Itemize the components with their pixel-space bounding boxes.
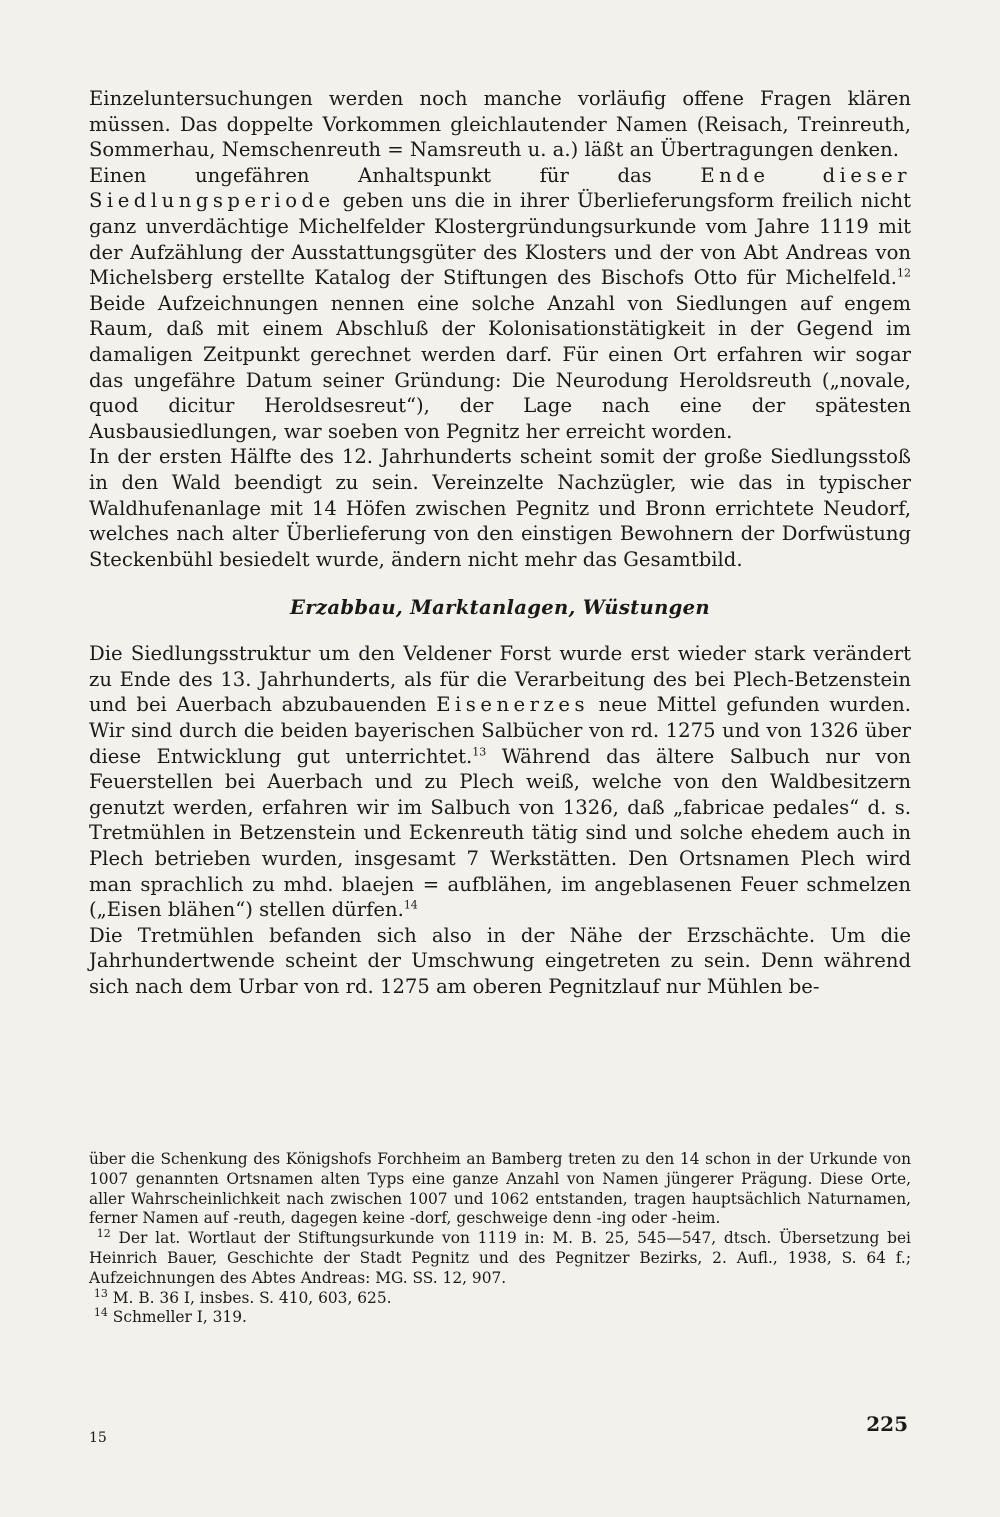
main-text [89, 86, 911, 1000]
footnote-ref-13: 13 [472, 745, 487, 759]
footnote-ref-14: 14 [403, 898, 418, 912]
footnote-12-number: 12 [96, 1227, 111, 1241]
paragraph-2-text-c: Beide Aufzeichnungen nennen eine solche Anzahl von Siedlungen auf engem Raum, daß mit einem Abschluß der Kolonisationstätigkeit in der Gegend im damaligen Zeitpunkt gerechnet werden darf. Für einen Ort erfahren wir sogar das ungefähre Datum seiner Gründung: Die Neurodung Heroldsreuth („novale, quod dicitur Heroldsesreut“), der Lage nach eine der spätesten Ausbausiedlungen, war soeben von Pegnitz her erreicht worden. [89, 291, 911, 443]
paragraph-4-text-b: neue Mittel gefunden wurden. Wir sind durch die beiden bayerischen Salbücher von rd. 1275 und von 1326 über diese Entwicklung gut unterrichtet. [89, 693, 911, 768]
footnote-13 [89, 1286, 911, 1309]
footnote-12-text: Der lat. Wortlaut der Stiftungsurkunde von 1119 in: M. B. 25, 545—547, dtsch. Übersetzung bei Heinrich Bauer, Geschichte der Stadt Pegnitz und des Pegnitzer Bezirks, 2. Aufl., 1938, S. 64 f.; Aufzeichnungen des Abtes Andreas: MG. SS. 12, 907. [89, 1229, 911, 1287]
paragraph-2-text-b: geben uns die in ihrer Überlieferungsform freilich nicht ganz unverdächtige Michelfelder Klostergründungsurkunde vom Jahre 1119 mit der Aufzählung der Ausstattungsgüter des Klosters und der von Abt Andreas von Michelsberg erstellte Katalog der Stiftungen des Bischofs Otto für Michelfeld. [89, 189, 911, 290]
footnote-14-text: Schmeller I, 319. [107, 1308, 247, 1327]
paragraph-3-text: In der ersten Hälfte des 12. Jahrhunderts scheint somit der große Siedlungsstoß in den Wald beendigt zu sein. Vereinzelte Nachzügler, wie das in typischer Waldhufenanlage mit 14 Höfen zwischen Pegnitz und Bronn errichtete Neudorf, welches nach alter Überlieferung von den einstigen Bewohnern der Dorfwüstung Steckenbühl besiedelt wurde, ändern nicht mehr das Gesamtbild. [89, 445, 911, 571]
paragraph-4-text-c: Während das ältere Salbuch nur von Feuerstellen bei Auerbach und zu Plech weiß, welche von den Waldbesitzern genutzt werden, erfahren wir im Salbuch von 1326, daß „fabricae pedales“ d. s. Tretmühlen in Betzenstein und Eckenreuth tätig sind und solche ehedem auch in Plech betrieben wurden, insgesamt 7 Werkstätten. Den Ortsnamen Plech wird man sprachlich zu mhd. blaejen = aufblähen, im angeblasenen Feuer schmelzen („Eisen blähen“) stellen dürfen. [89, 744, 911, 922]
footnote-ref-12: 12 [897, 266, 911, 280]
spaced-emphasis-eisenerzes: Eisenerzes [436, 693, 589, 717]
spaced-emphasis-siedlungsperiode: Ende dieser Siedlungsperiode [89, 163, 911, 213]
footnote-12 [89, 1229, 911, 1288]
paragraph-2 [89, 163, 911, 445]
section-heading: Erzabbau, Marktanlagen, Wüstungen [290, 596, 710, 620]
paragraph-1 [89, 86, 911, 163]
signature-mark: 15 [89, 1430, 107, 1446]
paragraph-1-text: Einzeluntersuchungen werden noch manche vorläufig offene Fragen klären müssen. Das doppelte Vorkommen gleichlautender Namen (Reisach, Treinreuth, Sommerhau, Nemschenreuth = Namsreuth u. a.) läßt an Übertragungen denken. [89, 87, 911, 162]
footnote-13-number: 13 [93, 1286, 108, 1300]
paragraph-5-text: Die Tretmühlen befanden sich also in der Nähe der Erzschächte. Um die Jahrhundertwende scheint der Umschwung eingetreten zu sein. Denn während sich nach dem Urbar von rd. 1275 am oberen Pegnitzlauf nur Mühlen be- [89, 923, 911, 998]
paragraph-4 [89, 641, 911, 923]
footnote-continuation: über die Schenkung des Königshofs Forchheim an Bamberg treten zu den 14 schon in der Urkunde von 1007 genannten Ortsnamen alten Typs eine ganze Anzahl von Namen jüngerer Prägung. Diese Orte, aller Wahrscheinlichkeit nach zwischen 1007 und 1062 entstanden, tragen hauptsächlich Naturnamen, ferner Namen auf -reuth, dagegen keine -dorf, geschweige denn -ing oder -heim. [89, 1150, 911, 1228]
paragraph-5 [89, 923, 911, 1000]
footnote-14 [89, 1308, 911, 1328]
footnotes [89, 1150, 911, 1328]
footnote-13-text: M. B. 36 I, insbes. S. 410, 603, 625. [107, 1288, 392, 1307]
paragraph-2-text-a: Einen ungefähren Anhaltspunkt für das [89, 163, 701, 187]
footnote-14-number: 14 [93, 1306, 108, 1320]
paragraph-4-text-a: Die Siedlungsstruktur um den Veldener Forst wurde erst wieder stark verändert zu Ende des 13. Jahrhunderts, als für die Verarbeitung des bei Plech-Betzenstein und bei Auerbach abzubauenden [89, 642, 911, 717]
paragraph-3 [89, 444, 911, 572]
page-number: 225 [866, 1412, 908, 1436]
